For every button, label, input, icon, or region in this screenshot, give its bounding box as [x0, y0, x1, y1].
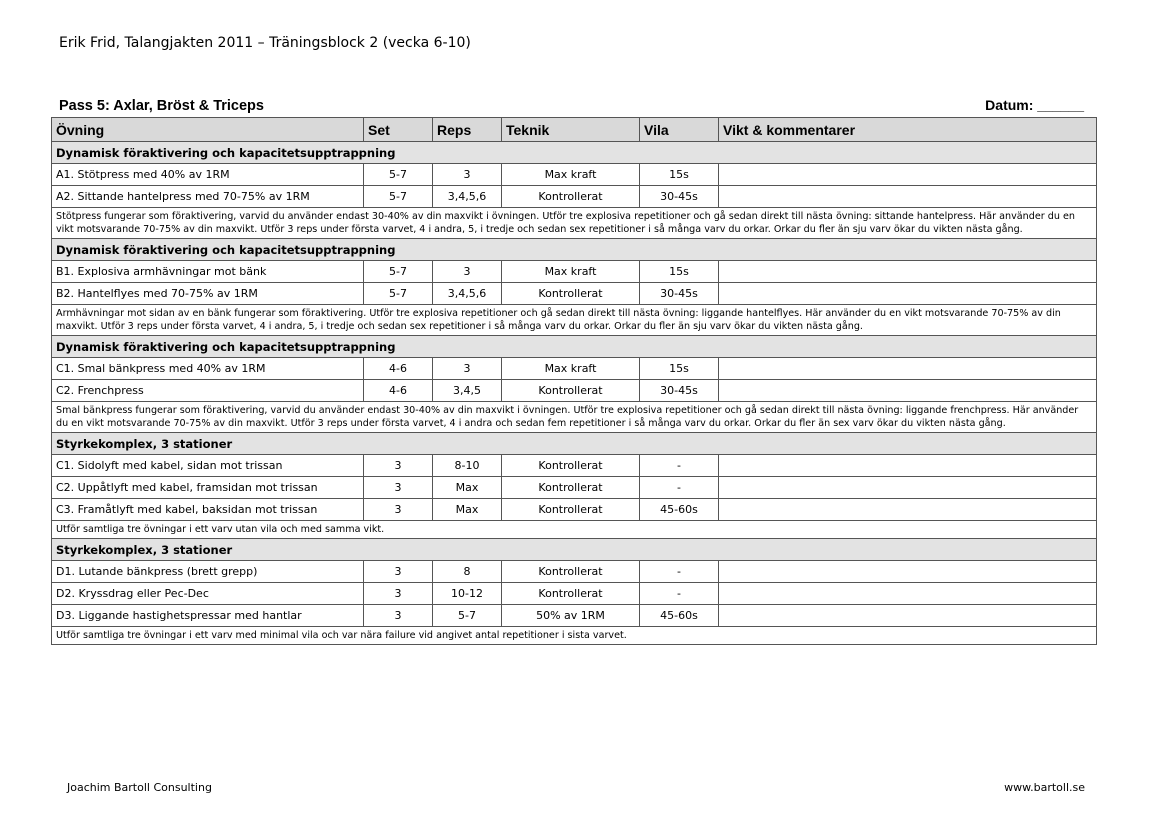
block-note: Stötpress fungerar som föraktivering, varvid du använder endast 30-40% av din maxvikt i övningen. Utför tre explosiva repetitioner och gå sedan direkt till nästa övning: sittande hantelpress. Här använder du en vikt motsvarande 70-75% av din maxvikt. Utför 3 reps under första varvet, 4 i andra, 5, i tredje och sedan sex repetitioner i så många varv du orkar. Orkar du fler än sju varv ökar du vikten nästa gång.	[52, 208, 1097, 239]
set-cell: 3	[364, 499, 433, 521]
section-title: Dynamisk föraktivering och kapacitetsupptrappning	[52, 239, 1097, 261]
teknik-cell: Kontrollerat	[502, 583, 640, 605]
vila-cell: 45-60s	[640, 499, 719, 521]
set-cell: 3	[364, 561, 433, 583]
col-header-teknik: Teknik	[502, 118, 640, 142]
col-header-reps: Reps	[433, 118, 502, 142]
comment-cell[interactable]	[719, 186, 1097, 208]
teknik-cell: Max kraft	[502, 358, 640, 380]
section-row	[52, 336, 1097, 358]
reps-cell: 8-10	[433, 455, 502, 477]
vila-cell: 30-45s	[640, 380, 719, 402]
col-header-vila: Vila	[640, 118, 719, 142]
section-title: Dynamisk föraktivering och kapacitetsupptrappning	[52, 336, 1097, 358]
table-row	[52, 561, 1097, 583]
col-header-vikt: Vikt & kommentarer	[719, 118, 1097, 142]
section-row	[52, 239, 1097, 261]
table-row	[52, 499, 1097, 521]
block-note: Utför samtliga tre övningar i ett varv med minimal vila och var nära failure vid angivet antal repetitioner i sista varvet.	[52, 627, 1097, 645]
vila-cell: 30-45s	[640, 283, 719, 305]
note-row	[52, 305, 1097, 336]
pass-title: Pass 5: Axlar, Bröst & Triceps	[59, 98, 264, 114]
exercise-name: C2. Uppåtlyft med kabel, framsidan mot trissan	[52, 477, 364, 499]
table-row	[52, 358, 1097, 380]
table-row	[52, 186, 1097, 208]
table-row	[52, 261, 1097, 283]
table-header-row	[52, 118, 1097, 142]
set-cell: 5-7	[364, 164, 433, 186]
document-header: Erik Frid, Talangjakten 2011 – Träningsblock 2 (vecka 6-10)	[59, 35, 471, 51]
section-row	[52, 433, 1097, 455]
set-cell: 5-7	[364, 283, 433, 305]
vila-cell: -	[640, 455, 719, 477]
exercise-name: C2. Frenchpress	[52, 380, 364, 402]
col-header-set: Set	[364, 118, 433, 142]
footer-company: Joachim Bartoll Consulting	[67, 781, 212, 794]
teknik-cell: Max kraft	[502, 164, 640, 186]
datum-field: Datum: ______	[985, 97, 1084, 113]
teknik-cell: Kontrollerat	[502, 186, 640, 208]
footer-website: www.bartoll.se	[1004, 781, 1085, 794]
exercise-name: A1. Stötpress med 40% av 1RM	[52, 164, 364, 186]
comment-cell[interactable]	[719, 455, 1097, 477]
set-cell: 4-6	[364, 358, 433, 380]
teknik-cell: Kontrollerat	[502, 499, 640, 521]
table-row	[52, 455, 1097, 477]
table-row	[52, 283, 1097, 305]
reps-cell: Max	[433, 477, 502, 499]
teknik-cell: Max kraft	[502, 261, 640, 283]
reps-cell: 5-7	[433, 605, 502, 627]
table-row	[52, 605, 1097, 627]
exercise-name: B2. Hantelflyes med 70-75% av 1RM	[52, 283, 364, 305]
set-cell: 3	[364, 583, 433, 605]
section-row	[52, 539, 1097, 561]
reps-cell: 3,4,5,6	[433, 283, 502, 305]
note-row	[52, 402, 1097, 433]
section-row	[52, 142, 1097, 164]
teknik-cell: Kontrollerat	[502, 477, 640, 499]
note-row	[52, 627, 1097, 645]
set-cell: 3	[364, 477, 433, 499]
exercise-name: A2. Sittande hantelpress med 70-75% av 1RM	[52, 186, 364, 208]
exercise-name: C3. Framåtlyft med kabel, baksidan mot trissan	[52, 499, 364, 521]
reps-cell: 3	[433, 358, 502, 380]
table-row	[52, 164, 1097, 186]
teknik-cell: Kontrollerat	[502, 561, 640, 583]
reps-cell: 3,4,5	[433, 380, 502, 402]
reps-cell: 10-12	[433, 583, 502, 605]
set-cell: 4-6	[364, 380, 433, 402]
vila-cell: 15s	[640, 164, 719, 186]
col-header-ovning: Övning	[52, 118, 364, 142]
set-cell: 5-7	[364, 186, 433, 208]
table-row	[52, 380, 1097, 402]
set-cell: 3	[364, 605, 433, 627]
vila-cell: -	[640, 477, 719, 499]
reps-cell: 3,4,5,6	[433, 186, 502, 208]
exercise-name: D2. Kryssdrag eller Pec-Dec	[52, 583, 364, 605]
reps-cell: 3	[433, 261, 502, 283]
comment-cell[interactable]	[719, 605, 1097, 627]
comment-cell[interactable]	[719, 477, 1097, 499]
teknik-cell: Kontrollerat	[502, 455, 640, 477]
comment-cell[interactable]	[719, 499, 1097, 521]
set-cell: 3	[364, 455, 433, 477]
reps-cell: 3	[433, 164, 502, 186]
block-note: Smal bänkpress fungerar som föraktivering, varvid du använder endast 30-40% av din maxvikt i övningen. Utför tre explosiva repetitioner och gå sedan direkt till nästa övning: liggande frenchpress. Här använder du en vikt motsvarande 70-75% av din maxvikt. Utför 3 reps under första varvet, 4 i andra och sedan fem repetitioner i så många varv du orkar. Orkar du fler än sex varv ökar du vikten nästa gång.	[52, 402, 1097, 433]
reps-cell: 8	[433, 561, 502, 583]
training-table	[51, 117, 1097, 645]
section-title: Styrkekomplex, 3 stationer	[52, 433, 1097, 455]
vila-cell: 15s	[640, 358, 719, 380]
vila-cell: 45-60s	[640, 605, 719, 627]
comment-cell[interactable]	[719, 380, 1097, 402]
teknik-cell: Kontrollerat	[502, 283, 640, 305]
exercise-name: D3. Liggande hastighetspressar med hantlar	[52, 605, 364, 627]
set-cell: 5-7	[364, 261, 433, 283]
block-note: Armhävningar mot sidan av en bänk fungerar som föraktivering. Utför tre explosiva repetitioner och gå sedan direkt till nästa övning: liggande hantelflyes. Här använder du en vikt motsvarande 70-75% av din maxvikt. Utför 3 reps under första varvet, 4 i andra, 5, i tredje och sedan sex repetitioner i så många varv du orkar. Orkar du fler än sju varv ökar du vikten nästa gång.	[52, 305, 1097, 336]
note-row	[52, 521, 1097, 539]
section-title: Dynamisk föraktivering och kapacitetsupptrappning	[52, 142, 1097, 164]
exercise-name: C1. Smal bänkpress med 40% av 1RM	[52, 358, 364, 380]
reps-cell: Max	[433, 499, 502, 521]
comment-cell[interactable]	[719, 261, 1097, 283]
vila-cell: 30-45s	[640, 186, 719, 208]
note-row	[52, 208, 1097, 239]
table-row	[52, 583, 1097, 605]
exercise-name: D1. Lutande bänkpress (brett grepp)	[52, 561, 364, 583]
comment-cell[interactable]	[719, 358, 1097, 380]
comment-cell[interactable]	[719, 164, 1097, 186]
vila-cell: 15s	[640, 261, 719, 283]
exercise-name: C1. Sidolyft med kabel, sidan mot trissan	[52, 455, 364, 477]
comment-cell[interactable]	[719, 583, 1097, 605]
section-title: Styrkekomplex, 3 stationer	[52, 539, 1097, 561]
teknik-cell: 50% av 1RM	[502, 605, 640, 627]
comment-cell[interactable]	[719, 283, 1097, 305]
table-row	[52, 477, 1097, 499]
comment-cell[interactable]	[719, 561, 1097, 583]
teknik-cell: Kontrollerat	[502, 380, 640, 402]
vila-cell: -	[640, 561, 719, 583]
block-note: Utför samtliga tre övningar i ett varv utan vila och med samma vikt.	[52, 521, 1097, 539]
vila-cell: -	[640, 583, 719, 605]
exercise-name: B1. Explosiva armhävningar mot bänk	[52, 261, 364, 283]
